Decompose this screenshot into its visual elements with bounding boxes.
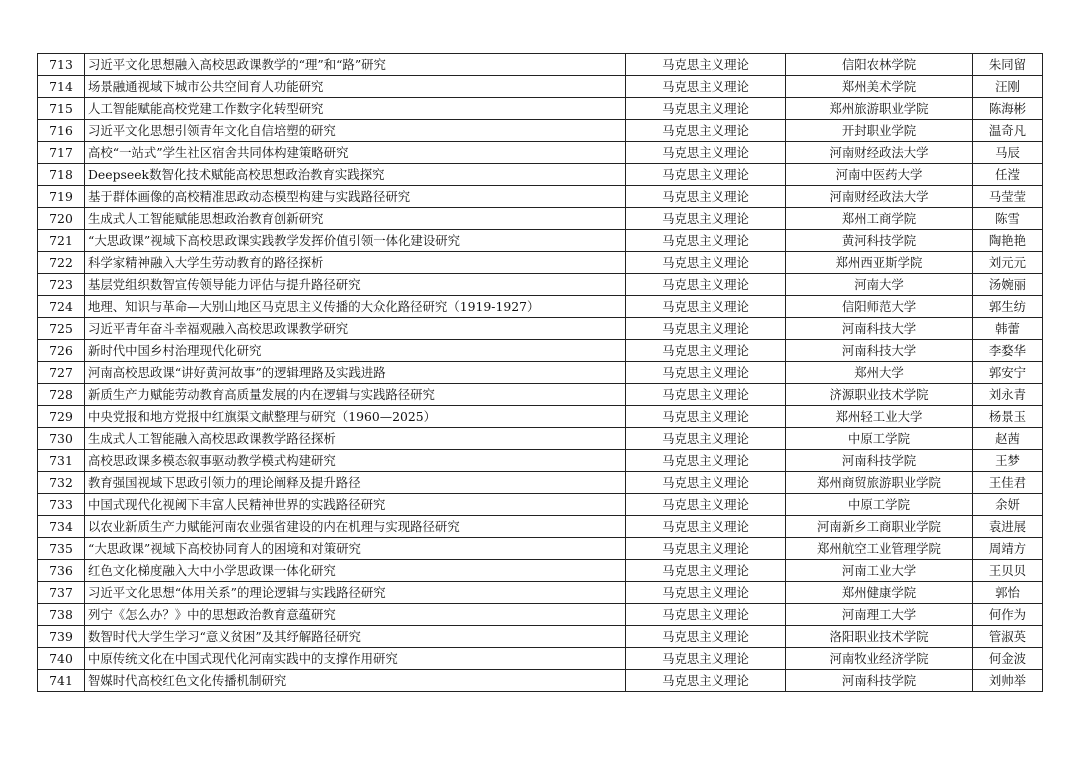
row-number-cell: 715 [38,98,85,120]
project-title-cell: 基层党组织数智宣传领导能力评估与提升路径研究 [85,274,626,296]
discipline-cell: 马克思主义理论 [626,494,786,516]
row-number-cell: 721 [38,230,85,252]
institution-cell: 郑州旅游职业学院 [786,98,973,120]
project-leader-cell: 陈雪 [973,208,1043,230]
project-leader-cell: 周靖方 [973,538,1043,560]
institution-cell: 河南大学 [786,274,973,296]
table-row [38,274,1043,296]
row-number-cell: 732 [38,472,85,494]
institution-cell: 河南科技大学 [786,318,973,340]
project-leader-cell: 赵茜 [973,428,1043,450]
project-leader-cell: 郭安宁 [973,362,1043,384]
project-title-cell: 高校“一站式”学生社区宿舍共同体构建策略研究 [85,142,626,164]
institution-cell: 郑州航空工业管理学院 [786,538,973,560]
row-number-cell: 717 [38,142,85,164]
table-row [38,516,1043,538]
institution-cell: 河南牧业经济学院 [786,648,973,670]
row-number-cell: 713 [38,54,85,76]
discipline-cell: 马克思主义理论 [626,538,786,560]
project-leader-cell: 任滢 [973,164,1043,186]
discipline-cell: 马克思主义理论 [626,670,786,692]
row-number-cell: 724 [38,296,85,318]
project-title-cell: 习近平文化思想引领青年文化自信培塑的研究 [85,120,626,142]
project-title-cell: 场景融通视域下城市公共空间育人功能研究 [85,76,626,98]
project-leader-cell: 郭怡 [973,582,1043,604]
discipline-cell: 马克思主义理论 [626,406,786,428]
discipline-cell: 马克思主义理论 [626,450,786,472]
discipline-cell: 马克思主义理论 [626,648,786,670]
institution-cell: 河南科技学院 [786,670,973,692]
institution-cell: 河南理工大学 [786,604,973,626]
discipline-cell: 马克思主义理论 [626,318,786,340]
row-number-cell: 719 [38,186,85,208]
project-leader-cell: 管淑英 [973,626,1043,648]
row-number-cell: 735 [38,538,85,560]
project-list-body [38,54,1043,692]
table-row [38,230,1043,252]
discipline-cell: 马克思主义理论 [626,274,786,296]
project-leader-cell: 陈海彬 [973,98,1043,120]
row-number-cell: 723 [38,274,85,296]
discipline-cell: 马克思主义理论 [626,98,786,120]
discipline-cell: 马克思主义理论 [626,54,786,76]
discipline-cell: 马克思主义理论 [626,296,786,318]
project-title-cell: 新质生产力赋能劳动教育高质量发展的内在逻辑与实践路径研究 [85,384,626,406]
discipline-cell: 马克思主义理论 [626,626,786,648]
table-row [38,560,1043,582]
project-title-cell: 高校思政课多模态叙事驱动教学模式构建研究 [85,450,626,472]
discipline-cell: 马克思主义理论 [626,76,786,98]
institution-cell: 中原工学院 [786,494,973,516]
project-leader-cell: 袁进展 [973,516,1043,538]
project-leader-cell: 刘元元 [973,252,1043,274]
row-number-cell: 736 [38,560,85,582]
row-number-cell: 741 [38,670,85,692]
project-list-table [37,53,1043,692]
discipline-cell: 马克思主义理论 [626,560,786,582]
row-number-cell: 737 [38,582,85,604]
row-number-cell: 734 [38,516,85,538]
row-number-cell: 730 [38,428,85,450]
institution-cell: 河南工业大学 [786,560,973,582]
project-title-cell: Deepseek数智化技术赋能高校思想政治教育实践探究 [85,164,626,186]
institution-cell: 济源职业技术学院 [786,384,973,406]
table-row [38,384,1043,406]
row-number-cell: 726 [38,340,85,362]
discipline-cell: 马克思主义理论 [626,340,786,362]
row-number-cell: 722 [38,252,85,274]
table-row [38,604,1043,626]
row-number-cell: 729 [38,406,85,428]
discipline-cell: 马克思主义理论 [626,472,786,494]
discipline-cell: 马克思主义理论 [626,384,786,406]
project-leader-cell: 王贝贝 [973,560,1043,582]
table-row [38,406,1043,428]
project-leader-cell: 郭生纺 [973,296,1043,318]
table-row [38,76,1043,98]
row-number-cell: 720 [38,208,85,230]
project-title-cell: 列宁《怎么办？》中的思想政治教育意蕴研究 [85,604,626,626]
table-row [38,450,1043,472]
institution-cell: 郑州大学 [786,362,973,384]
discipline-cell: 马克思主义理论 [626,516,786,538]
row-number-cell: 718 [38,164,85,186]
project-leader-cell: 何作为 [973,604,1043,626]
institution-cell: 河南新乡工商职业学院 [786,516,973,538]
project-leader-cell: 杨景玉 [973,406,1043,428]
project-leader-cell: 王梦 [973,450,1043,472]
institution-cell: 黄河科技学院 [786,230,973,252]
project-title-cell: 中央党报和地方党报中红旗渠文献整理与研究（1960—2025） [85,406,626,428]
institution-cell: 河南科技学院 [786,450,973,472]
project-title-cell: 红色文化梯度融入大中小学思政课一体化研究 [85,560,626,582]
institution-cell: 郑州健康学院 [786,582,973,604]
institution-cell: 郑州商贸旅游职业学院 [786,472,973,494]
project-leader-cell: 何金波 [973,648,1043,670]
table-row [38,340,1043,362]
table-row [38,98,1043,120]
institution-cell: 信阳农林学院 [786,54,973,76]
row-number-cell: 727 [38,362,85,384]
project-title-cell: 教育强国视域下思政引领力的理论阐释及提升路径 [85,472,626,494]
institution-cell: 郑州工商学院 [786,208,973,230]
row-number-cell: 739 [38,626,85,648]
project-leader-cell: 余妍 [973,494,1043,516]
project-title-cell: 以农业新质生产力赋能河南农业强省建设的内在机理与实现路径研究 [85,516,626,538]
project-leader-cell: 韩蕾 [973,318,1043,340]
discipline-cell: 马克思主义理论 [626,362,786,384]
project-title-cell: 科学家精神融入大学生劳动教育的路径探析 [85,252,626,274]
institution-cell: 信阳师范大学 [786,296,973,318]
table-row [38,186,1043,208]
project-leader-cell: 马莹莹 [973,186,1043,208]
project-title-cell: 智媒时代高校红色文化传播机制研究 [85,670,626,692]
table-row [38,428,1043,450]
project-title-cell: 新时代中国乡村治理现代化研究 [85,340,626,362]
table-row [38,318,1043,340]
table-row [38,252,1043,274]
institution-cell: 河南财经政法大学 [786,142,973,164]
project-leader-cell: 王佳君 [973,472,1043,494]
discipline-cell: 马克思主义理论 [626,582,786,604]
institution-cell: 开封职业学院 [786,120,973,142]
table-row [38,142,1043,164]
project-leader-cell: 刘帅举 [973,670,1043,692]
project-leader-cell: 陶艳艳 [973,230,1043,252]
project-title-cell: 习近平文化思想“体用关系”的理论逻辑与实践路径研究 [85,582,626,604]
project-leader-cell: 汤婉丽 [973,274,1043,296]
project-title-cell: 地理、知识与革命—大别山地区马克思主义传播的大众化路径研究（1919-1927） [85,296,626,318]
institution-cell: 郑州轻工业大学 [786,406,973,428]
table-row [38,538,1043,560]
row-number-cell: 731 [38,450,85,472]
row-number-cell: 740 [38,648,85,670]
project-leader-cell: 朱同留 [973,54,1043,76]
discipline-cell: 马克思主义理论 [626,186,786,208]
table-row [38,362,1043,384]
project-leader-cell: 温奇凡 [973,120,1043,142]
institution-cell: 河南科技大学 [786,340,973,362]
table-row [38,582,1043,604]
project-title-cell: 习近平青年奋斗幸福观融入高校思政课教学研究 [85,318,626,340]
project-title-cell: 生成式人工智能融入高校思政课教学路径探析 [85,428,626,450]
row-number-cell: 738 [38,604,85,626]
table-row [38,120,1043,142]
institution-cell: 河南中医药大学 [786,164,973,186]
table-row [38,208,1043,230]
institution-cell: 河南财经政法大学 [786,186,973,208]
project-title-cell: “大思政课”视域下高校思政课实践教学发挥价值引领一体化建设研究 [85,230,626,252]
table-row [38,472,1043,494]
discipline-cell: 马克思主义理论 [626,428,786,450]
institution-cell: 郑州西亚斯学院 [786,252,973,274]
discipline-cell: 马克思主义理论 [626,164,786,186]
project-leader-cell: 刘永青 [973,384,1043,406]
row-number-cell: 714 [38,76,85,98]
discipline-cell: 马克思主义理论 [626,604,786,626]
table-row [38,54,1043,76]
row-number-cell: 725 [38,318,85,340]
table-row [38,670,1043,692]
table-row [38,164,1043,186]
project-leader-cell: 汪刚 [973,76,1043,98]
project-title-cell: 中国式现代化视阈下丰富人民精神世界的实践路径研究 [85,494,626,516]
project-title-cell: 习近平文化思想融入高校思政课教学的“理”和“路”研究 [85,54,626,76]
project-leader-cell: 李婺华 [973,340,1043,362]
table-row [38,648,1043,670]
table-row [38,494,1043,516]
institution-cell: 中原工学院 [786,428,973,450]
project-title-cell: 人工智能赋能高校党建工作数字化转型研究 [85,98,626,120]
institution-cell: 洛阳职业技术学院 [786,626,973,648]
discipline-cell: 马克思主义理论 [626,230,786,252]
project-title-cell: 河南高校思政课“讲好黄河故事”的逻辑理路及实践进路 [85,362,626,384]
project-title-cell: 中原传统文化在中国式现代化河南实践中的支撑作用研究 [85,648,626,670]
project-title-cell: 数智时代大学生学习“意义贫困”及其纾解路径研究 [85,626,626,648]
table-row [38,296,1043,318]
row-number-cell: 728 [38,384,85,406]
table-row [38,626,1043,648]
project-leader-cell: 马辰 [973,142,1043,164]
project-title-cell: 基于群体画像的高校精准思政动态模型构建与实践路径研究 [85,186,626,208]
project-title-cell: “大思政课”视域下高校协同育人的困境和对策研究 [85,538,626,560]
discipline-cell: 马克思主义理论 [626,208,786,230]
discipline-cell: 马克思主义理论 [626,252,786,274]
project-title-cell: 生成式人工智能赋能思想政治教育创新研究 [85,208,626,230]
row-number-cell: 733 [38,494,85,516]
discipline-cell: 马克思主义理论 [626,142,786,164]
institution-cell: 郑州美术学院 [786,76,973,98]
discipline-cell: 马克思主义理论 [626,120,786,142]
row-number-cell: 716 [38,120,85,142]
